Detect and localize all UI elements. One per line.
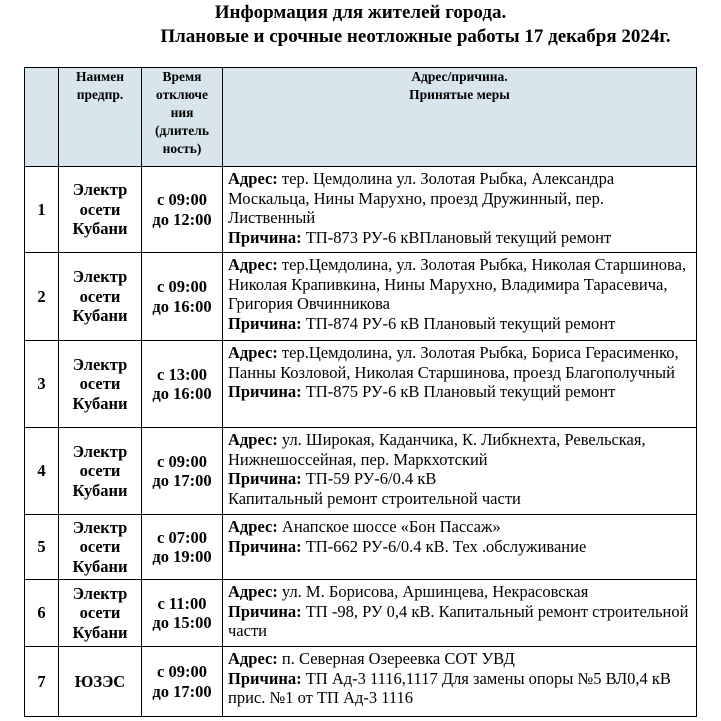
details-cell — [223, 515, 697, 580]
time-line: до 19:00 — [152, 547, 212, 566]
table-header-row — [25, 68, 697, 167]
address-label: Адрес: — [228, 649, 278, 668]
time-line: до 16:00 — [152, 296, 212, 316]
row-number: 7 — [25, 647, 59, 717]
time-cell — [142, 580, 223, 647]
reason-text: ТП-873 РУ-6 кВПлановый текущий ремонт — [301, 227, 612, 247]
time-line: с 07:00 — [157, 527, 207, 547]
header-org — [59, 68, 142, 167]
address-text: ул. Широкая, Каданчика, К. Либкнехта, Ревельская, Нижнешоссейная, пер. Маркхотский — [228, 430, 646, 469]
header-org-line: предпр. — [76, 87, 124, 102]
reason-text: ТП-875 РУ-6 кВ Плановый текущий ремонт — [301, 382, 616, 401]
header-time-line: Время — [162, 69, 202, 84]
details-cell — [223, 428, 697, 515]
time-cell — [142, 428, 223, 515]
time-line: до 17:00 — [152, 471, 212, 490]
time-line: до 12:00 — [152, 209, 212, 229]
address-label: Адрес: — [228, 582, 278, 601]
outage-table — [24, 67, 697, 717]
table-row — [25, 580, 697, 647]
reason-label: Причина: — [228, 536, 302, 556]
org-cell — [59, 167, 142, 253]
row-number: 1 — [25, 167, 59, 253]
extra-text: Капитальный ремонт строительной части — [228, 488, 521, 508]
time-cell — [142, 515, 223, 580]
time-line: с 09:00 — [157, 277, 207, 296]
address-text: Анапское шоссе «Бон Пассаж» — [277, 517, 501, 536]
org-cell — [59, 515, 142, 580]
header-time-line: отключе — [156, 87, 208, 102]
details-cell — [223, 341, 697, 428]
org-line: Кубани — [72, 556, 128, 576]
address-text: ул. М. Борисова, Аршинцева, Некрасовская — [277, 582, 589, 601]
address-label: Адрес: — [228, 430, 278, 449]
details-cell — [223, 647, 697, 717]
table-row — [25, 341, 697, 428]
org-cell — [59, 647, 142, 717]
org-cell — [59, 428, 142, 515]
org-line: осети — [79, 199, 121, 219]
header-address-line: Принятые меры — [409, 87, 510, 102]
org-line: Электр — [72, 517, 128, 537]
row-number: 5 — [25, 515, 59, 580]
reason-label: Причина: — [228, 601, 302, 621]
org-line: Электр — [72, 267, 128, 287]
reason-text: ТП-59 РУ-6/0.4 кВ — [301, 469, 437, 488]
org-cell — [59, 253, 142, 341]
table-row — [25, 167, 697, 253]
header-num — [25, 68, 59, 167]
time-cell — [142, 647, 223, 717]
address-label: Адрес: — [228, 255, 278, 274]
time-line: до 16:00 — [152, 384, 212, 403]
table-row — [25, 253, 697, 341]
reason-text: ТП Ад-3 1116,1117 Для замены опоры №5 ВЛ0,4 кВ прис. №1 от ТП Ад-3 1116 — [228, 668, 671, 707]
address-label: Адрес: — [228, 343, 278, 362]
time-line: до 15:00 — [152, 613, 212, 632]
header-time — [142, 68, 223, 167]
row-number: 4 — [25, 428, 59, 515]
time-cell — [142, 341, 223, 428]
address-text: тер.Цемдолина, ул. Золотая Рыбка, Бориса Герасименко, Панны Козловой, Николая Старшинова, проезд Благополучный — [228, 343, 679, 382]
time-line: с 13:00 — [157, 364, 207, 384]
org-line: осети — [79, 286, 121, 306]
time-line: с 09:00 — [157, 190, 207, 209]
org-line: осети — [79, 603, 121, 623]
header-time-line: ния — [170, 105, 194, 120]
org-line: Электр — [72, 180, 128, 200]
details-cell — [223, 580, 697, 647]
header-time-line: (длитель — [154, 123, 209, 138]
details-cell — [223, 167, 697, 253]
time-cell — [142, 253, 223, 341]
page-title-line-1: Информация для жителей города. — [214, 2, 507, 23]
time-line: с 09:00 — [157, 662, 207, 681]
table-row — [25, 428, 697, 515]
address-text: тер. Цемдолина ул. Золотая Рыбка, Александра Москальца, Нины Марухно, проезд Дружинный, пер. Лиственный — [228, 169, 615, 227]
table-row — [25, 515, 697, 580]
address-label: Адрес: — [228, 169, 278, 188]
org-line: осети — [79, 537, 121, 557]
org-line: Электр — [72, 354, 128, 374]
org-line: ЮЗЭС — [74, 671, 126, 691]
org-line: Кубани — [72, 480, 128, 500]
reason-label: Причина: — [228, 313, 302, 333]
org-line: Кубани — [72, 219, 128, 239]
time-line: с 09:00 — [157, 451, 207, 471]
header-org-line: Наимен — [76, 69, 124, 84]
org-line: осети — [79, 374, 121, 394]
org-line: осети — [79, 461, 121, 481]
org-cell — [59, 580, 142, 647]
time-cell — [142, 167, 223, 253]
reason-text: ТП -98, РУ 0,4 кВ. Капитальный ремонт строительной части — [228, 601, 689, 640]
time-line: с 11:00 — [157, 593, 207, 613]
reason-label: Причина: — [228, 227, 302, 247]
time-line: до 17:00 — [152, 681, 212, 701]
reason-text: ТП-662 РУ-6/0.4 кВ. Тех .обслуживание — [301, 536, 587, 556]
header-address — [223, 68, 697, 167]
header-time-line: ность) — [162, 141, 202, 156]
table-row — [25, 647, 697, 717]
org-line: Электр — [72, 441, 128, 461]
details-cell — [223, 253, 697, 341]
org-line: Кубани — [72, 306, 128, 326]
address-text: п. Северная Озереевка СОТ УВД — [277, 649, 515, 668]
header-address-line: Адрес/причина. — [411, 69, 508, 84]
row-number: 2 — [25, 253, 59, 341]
reason-label: Причина: — [228, 382, 302, 401]
reason-label: Причина: — [228, 469, 302, 488]
row-number: 3 — [25, 341, 59, 428]
address-text: тер.Цемдолина, ул. Золотая Рыбка, Николая Старшинова, Николая Крапивкина, Нины Марухно, Владимира Тарасевича, Григория Овчинникова — [228, 255, 687, 313]
org-line: Электр — [72, 583, 128, 603]
address-label: Адрес: — [228, 517, 278, 536]
reason-label: Причина: — [228, 668, 302, 688]
org-line: Кубани — [72, 622, 128, 642]
row-number: 6 — [25, 580, 59, 647]
reason-text: ТП-874 РУ-6 кВ Плановый текущий ремонт — [301, 313, 616, 333]
page-title-line-2: Плановые и срочные неотложные работы 17 декабря 2024г. — [160, 26, 671, 47]
org-cell — [59, 341, 142, 428]
org-line: Кубани — [72, 393, 128, 413]
